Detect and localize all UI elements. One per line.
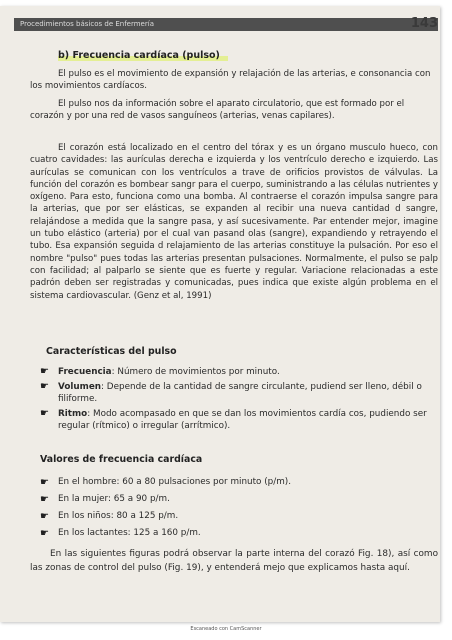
list-item <box>40 474 438 491</box>
paragraph-heart: El corazón está localizado en el centro del tórax y es un órgano musculo hueco, con cuatro cavidades: las aurículas derecha e izquierda y los ventrículo derecho e izquierdo. Las aurículas se comunican con los ventrículos a trave de orificios provistos de válvulas. La función del corazón es bombear sangr para el cuerpo, suministrando a las células nutrientes y oxígeno. Para esto, funciona como una bomba. Al contraerse el corazón impulsa sangre para la arterias, que por ser elásticas, se expanden al recibir una nueva cantidad d sangre, relajándose a medida que la sangre pasa, y así sucesivamente. Par entender mejor, imagine un tubo elástico (arteria) por el cual van pasand olas (sangre), expandiendo y retrayendo el tubo. Esa expansión seguida d relajamiento de las arterias constituye la pulsación. Por eso el nombre "pulso" pues todas las arterias presentan pulsaciones. Normalmente, el pulso se palp con facilidad; al palparlo se siente que es fuerte y regular. Variacione relacionadas a este padrón deben ser registradas y comunicadas, pues indica que existe algún problema en el sistema cardiovascular. (Genz et al, 1991) <box>30 143 438 301</box>
value-children: En los niños: 80 a 125 p/m. <box>58 511 179 521</box>
page-number: 143 <box>410 16 438 31</box>
pointing-hand-icon: ☛ <box>40 477 49 488</box>
term-volumen: Volumen <box>58 381 102 392</box>
value-men: En el hombre: 60 a 80 pulsaciones por minuto (p/m). <box>58 477 292 487</box>
paragraph-pulse-definition: El pulso es el movimiento de expansión y relajación de las arterias, e consonancia con los movimientos cardíacos. <box>30 69 431 92</box>
book-page <box>0 6 440 622</box>
list-item <box>40 491 438 508</box>
running-header <box>14 18 438 31</box>
list-item <box>40 381 438 406</box>
values-list <box>40 474 438 542</box>
scanner-watermark: Escaneado con CamScanner <box>190 626 262 632</box>
list-item <box>40 366 438 379</box>
closing-paragraph: En las siguientes figuras podrá observar la parte interna del corazó Fig. 18), así como las zonas de control del pulso (Fig. 19), y entenderá mejo que explicamos hasta aquí. <box>30 549 438 573</box>
pointing-hand-icon: ☛ <box>40 366 49 377</box>
values-heading: Valores de frecuencia cardíaca <box>40 454 203 465</box>
characteristics-heading: Características del pulso <box>46 346 177 357</box>
section-title: b) Frecuencia cardíaca (pulso) <box>58 50 228 61</box>
paragraph-circulatory: El pulso nos da información sobre el aparato circulatorio, que est formado por el corazón y por una red de vasos sanguíneos (arterias, venas capilares). <box>30 99 405 122</box>
term-ritmo: Ritmo <box>58 408 88 419</box>
pointing-hand-icon: ☛ <box>40 407 49 419</box>
list-item <box>40 508 438 525</box>
pointing-hand-icon: ☛ <box>40 494 49 505</box>
list-item <box>40 525 438 542</box>
value-infants: En los lactantes: 125 a 160 p/m. <box>58 528 201 538</box>
pointing-hand-icon: ☛ <box>40 380 49 392</box>
term-description: : Número de movimientos por minuto. <box>111 367 280 377</box>
characteristics-list <box>40 366 438 433</box>
list-item <box>40 408 438 433</box>
running-title: Procedimientos básicos de Enfermería <box>20 20 154 28</box>
pointing-hand-icon: ☛ <box>40 528 49 539</box>
term-frecuencia: Frecuencia <box>58 367 112 377</box>
value-women: En la mujer: 65 a 90 p/m. <box>58 494 170 504</box>
term-description: : Depende de la cantidad de sangre circulante, pudiend ser lleno, débil o filiforme. <box>58 381 422 405</box>
term-description: : Modo acompasado en que se dan los movimientos cardía cos, pudiendo ser regular (rítmico) o irregular (arrítmico). <box>58 408 427 432</box>
pointing-hand-icon: ☛ <box>40 511 49 522</box>
